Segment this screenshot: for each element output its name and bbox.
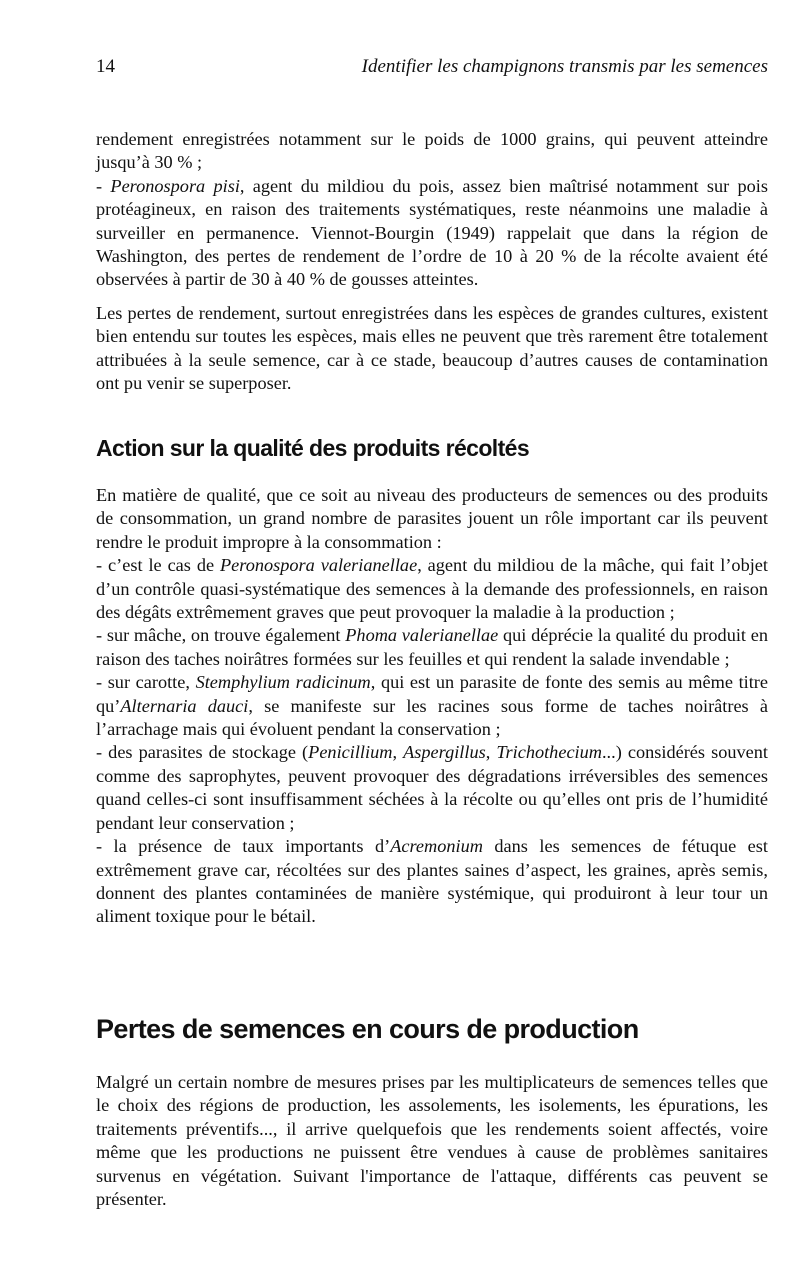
- page-header: [96, 56, 768, 86]
- chapter-heading: Pertes de semences en cours de production: [96, 1014, 639, 1044]
- species-name: Acremonium: [390, 836, 483, 857]
- species-name: Aspergillus: [403, 742, 486, 763]
- paragraph: Les pertes de rendement, surtout enregistrées dans les espèces de grandes cultures, existent bien entendu sur toutes les espèces, mais elles ne peuvent que très rarement être totalement attribuées à la seule semence, car à ce stade, beaucoup d’autres causes de contamination ont pu venir se superposer.: [96, 302, 768, 394]
- page-number: 14: [96, 56, 115, 77]
- species-name: Alternaria dauci: [120, 695, 249, 716]
- section-heading: Action sur la qualité des produits récoltés: [96, 435, 530, 461]
- intro-block: [96, 128, 768, 395]
- paragraph: - Peronospora pisi, agent du mildiou du pois, assez bien maîtrisé notamment sur pois protéagineux, en raison des traitements systématiques, reste néanmoins une maladie à surveiller en permanence. Viennot-Bourgin (1949) rappelait que dans la région de Washington, des pertes de rendement de l’ordre de 10 à 20 % de la récolte avaient été observées à partir de 30 à 40 % de gousses atteintes.: [96, 175, 768, 290]
- paragraph: rendement enregistrées notamment sur le poids de 1000 grains, qui peuvent atteindre jusqu’à 30 % ;: [96, 129, 768, 173]
- paragraph: Malgré un certain nombre de mesures prises par les multiplicateurs de semences telles que le choix des régions de production, les assolements, les isolements, les épurations, les traitements préventifs..., il arrive quelquefois que les rendements soient affectés, voire même que les productions ne puissent être vendues à cause de problèmes sanitaires survenus en végétation. Suivant l'importance de l'attaque, différents cas peuvent se présenter.: [96, 1072, 768, 1210]
- species-name: Peronospora valerianellae: [220, 555, 418, 576]
- list-item: - des parasites de stockage (Penicillium, Aspergillus, Trichothecium...) considérés souvent comme des saprophytes, peuvent provoquer des dégradations irréversibles des semences quand celles-ci sont insuffisamment séchées à la récolte ou qu’elles ont pris de l’humidité pendant leur conservation ;: [96, 742, 768, 833]
- species-name: Peronospora pisi: [110, 175, 240, 196]
- list-item: - c’est le cas de Peronospora valerianellae, agent du mildiou de la mâche, qui fait l’objet d’un contrôle quasi-systématique des semences à la demande des professionnels, en raison des dégâts extrêmement graves que peut provoquer la maladie à la production ;: [96, 555, 768, 623]
- list-item: - la présence de taux importants d’Acremonium dans les semences de fétuque est extrêmement grave car, récoltées sur des plantes saines d’aspect, les graines, après semis, donnent des plantes contaminées de manière systémique, qui produiront à leur tour un aliment toxique pour le bétail.: [96, 836, 768, 927]
- species-name: Trichothecium: [496, 742, 602, 763]
- section2-block: [96, 1071, 768, 1211]
- species-name: Stemphylium radicinum: [195, 672, 371, 693]
- list-item: - sur carotte, Stemphylium radicinum, qui est un parasite de fonte des semis au même titre qu’Alternaria dauci, se manifeste sur les racines sous forme de taches noirâtres à l’arrachage mais qui évoluent pendant la conservation ;: [96, 672, 769, 740]
- species-name: Penicillium: [308, 742, 393, 763]
- species-name: Phoma valerianellae: [345, 625, 499, 646]
- running-title: Identifier les champignons transmis par les semences: [361, 56, 768, 77]
- paragraph: En matière de qualité, que ce soit au niveau des producteurs de semences ou des produits de consommation, un grand nombre de parasites jouent un rôle important car ils peuvent rendre le produit impropre à la consommation :: [96, 485, 768, 552]
- list-item: - sur mâche, on trouve également Phoma valerianellae qui déprécie la qualité du produit en raison des taches noirâtres formées sur les feuilles et qui rendent la salade invendable ;: [96, 625, 768, 669]
- section1-block: [96, 484, 768, 929]
